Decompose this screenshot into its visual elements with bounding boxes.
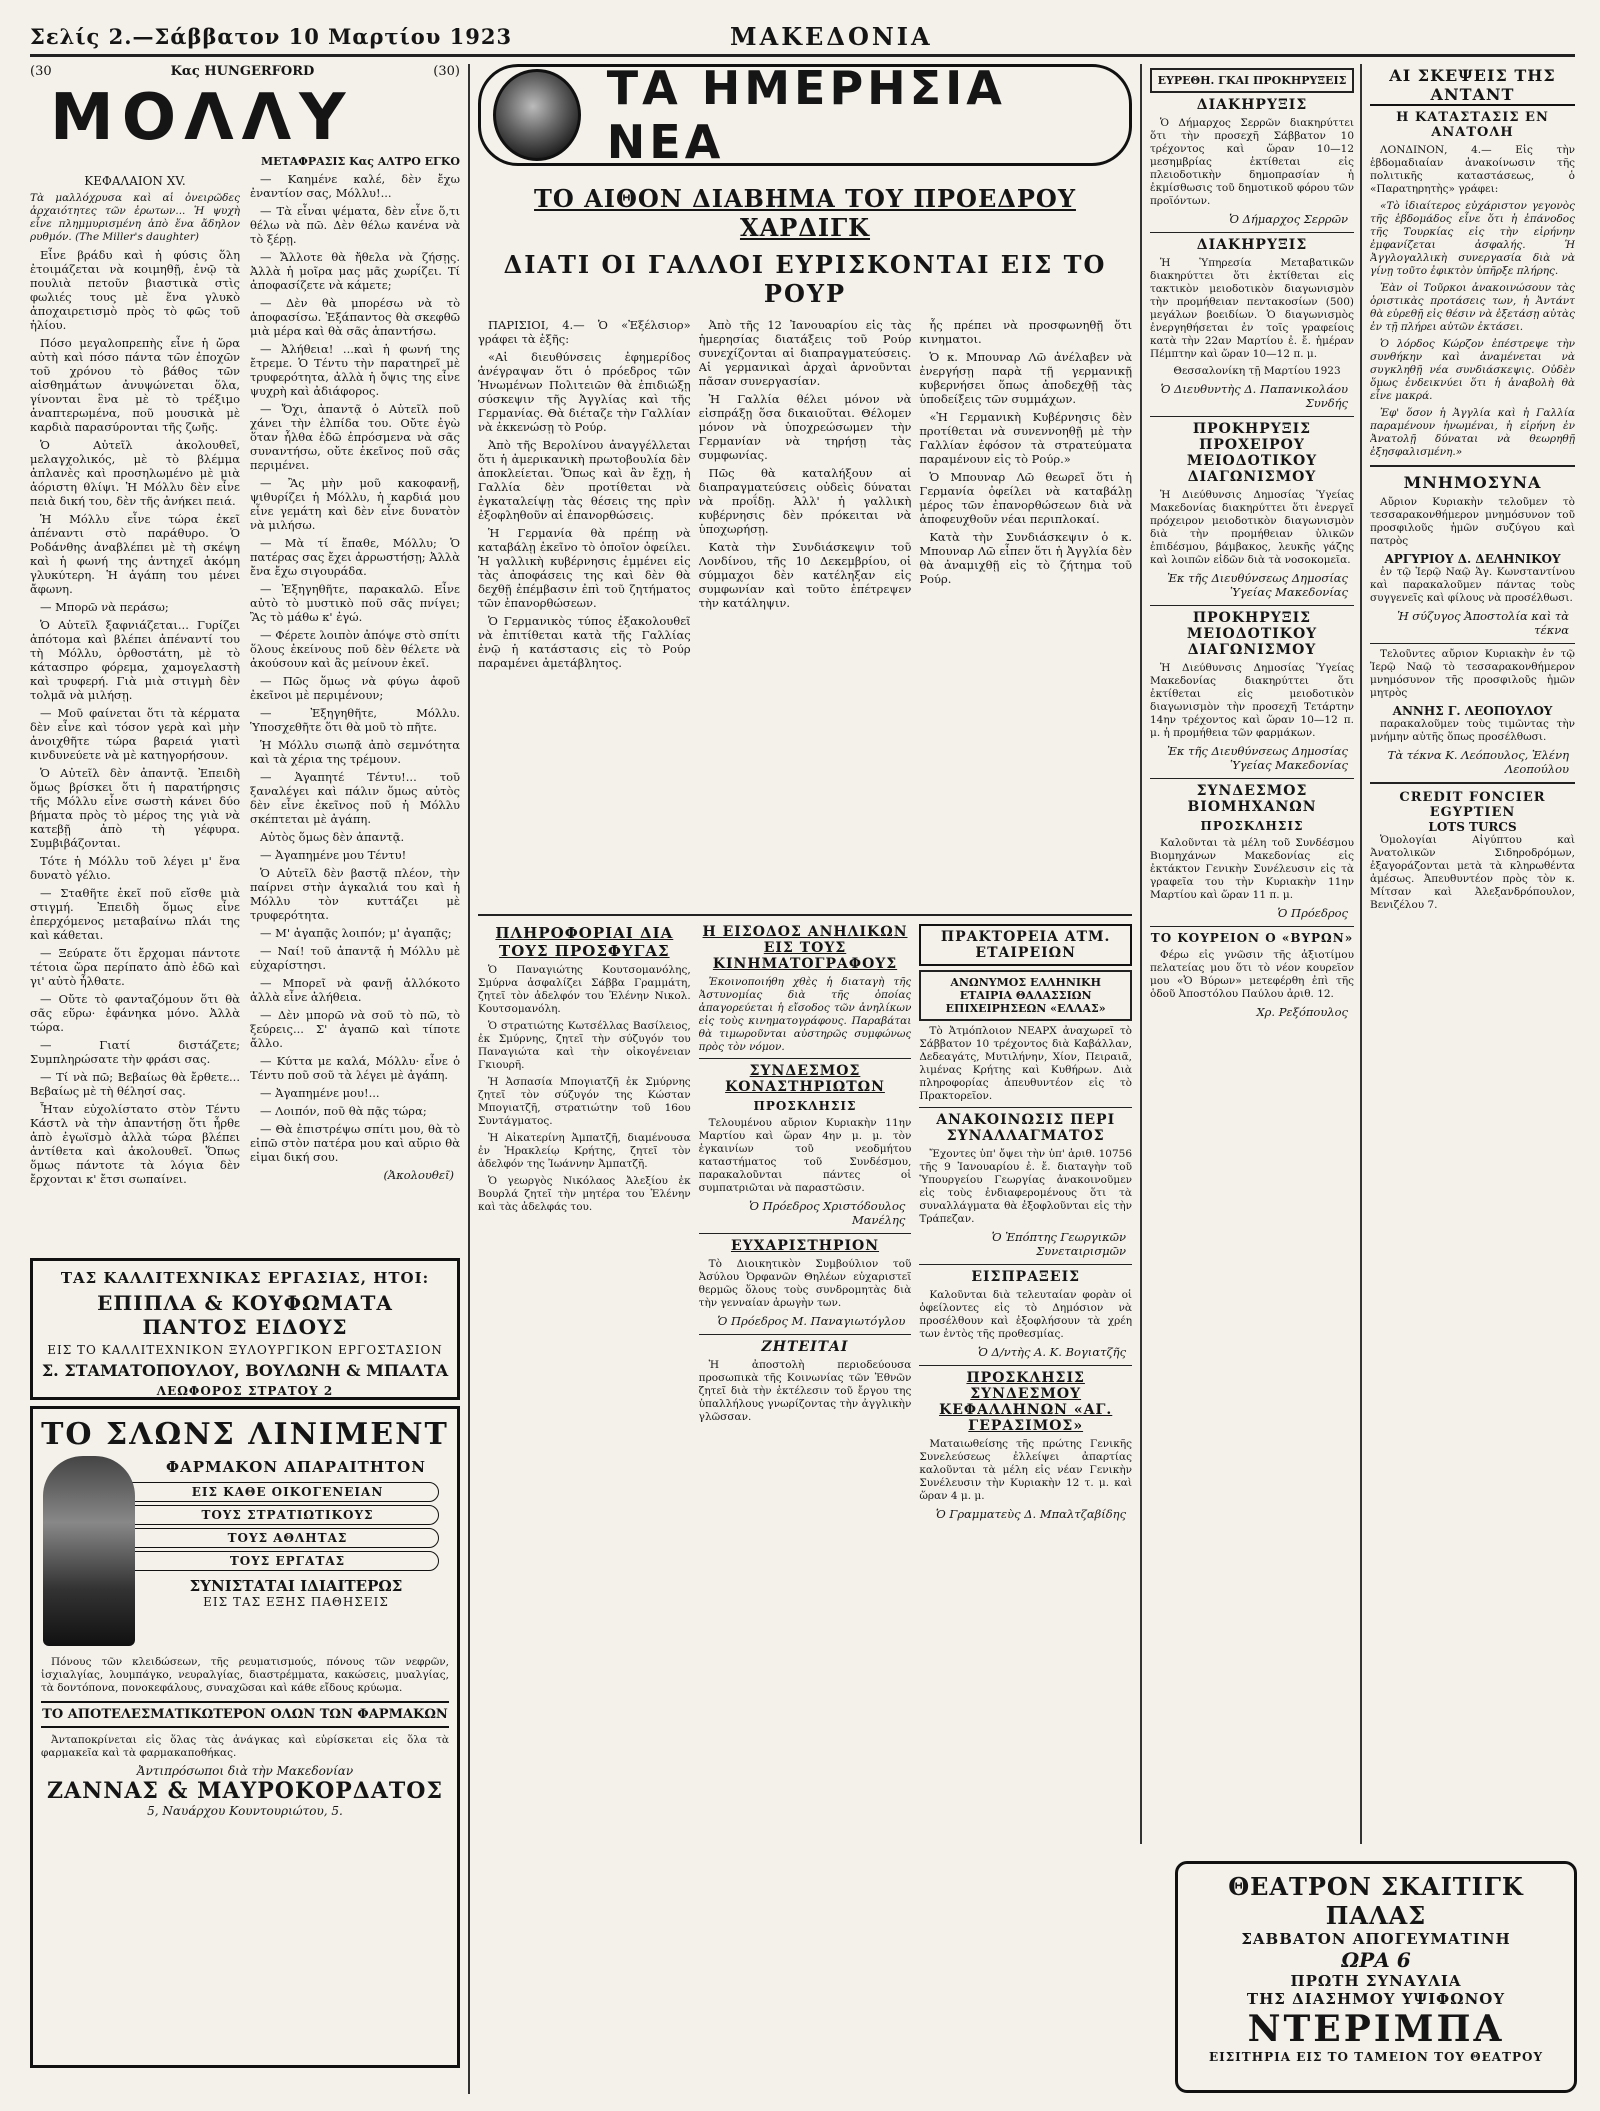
obituary-1-name: ΑΡΓΥΡΙΟΥ Δ. ΔΕΛΗΝΙΚΟΥ — [1384, 552, 1561, 566]
liniment-ad-body: Πόνους τῶν κλειδώσεων, τῆς ρευματισμούς, πόνους τῶν νεφρῶν, ἰσχιαλγίας, λουμπάγκο, νευραλγίας, διαστρέμματα, κακώσεις, μυαλγίας, τὰ δοντόπονα, πονοκεφάλους, συναχῶσαι καὶ κάθε εἴδους κρύωμα. — [41, 1656, 449, 1694]
serial-paragraph: — Μ' ἀγαπᾷς λοιπόν; μ' ἀγαπᾷς; — [260, 926, 452, 940]
declaration-1-signature: Ὁ Δήμαρχος Σερρῶν — [1229, 212, 1348, 226]
liniment-ad-pill: ΤΟΥΣ ΕΡΓΑΤΑΣ — [51, 1551, 439, 1571]
invite-title: ΠΡΟΣΚΛΗΣΙΣ ΣΥΝΔΕΣΜΟΥ ΚΕΦΑΛΛΗΝΩΝ «ΑΓ. ΓΕΡΑΣΙΜΟΣ» — [939, 1370, 1113, 1434]
news-paragraph: Κατὰ τὴν Συνδιάσκεψιν τοῦ Λονδίνου, τῆς 10 Δεκεμβρίου, οἱ σύμμαχοι δὲν κατέληξαν εἰς συμφωνίαν καὶ τοῦτο ἐπέτρεψεν τὴν κατάληψιν. — [698, 540, 912, 610]
allies-subtitle: Η ΚΑΤΑΣΤΑΣΙΣ ΕΝ ΑΝΑΤΟΛΗ — [1396, 110, 1549, 140]
serial-paragraph: Ἡ Μόλλυ σιωπᾷ ἀπὸ σεμνότητα καὶ τὰ χέρια της τρέμουν. — [250, 738, 460, 766]
serial-number-left: (30 — [30, 64, 52, 79]
daily-news-title: ΤΑ ΗΜΕΡΗΣΙΑ ΝΕΑ — [606, 64, 1006, 169]
refugees-notices — [478, 922, 691, 1864]
liniment-ad-recommend: ΣΥΝΙΣΤΑΤΑΙ ΙΔΙΑΙΤΕΡΩΣ — [189, 1577, 403, 1595]
serial-paragraph: — Φέρετε λοιπὸν ἀπόψε στὸ σπίτι ὅλους ἐκείνους ποῦ δὲν θέλετε νὰ ἀκούσουν καὶ ἂς μείνουν ἐκεῖ. — [250, 628, 460, 670]
liniment-ad-pill: ΕΙΣ ΚΑΘΕ ΟΙΚΟΓΕΝΕΙΑΝ — [51, 1482, 439, 1502]
serial-paragraph: — Δὲν μπορῶ νὰ σοῦ τὸ πῶ, τὸ ξεύρεις... Σ' ἀγαπῶ καὶ τίποτε ἄλλο. — [250, 1008, 460, 1050]
liniment-ad-note: Ἀνταποκρίνεται εἰς ὅλας τὰς ἀνάγκας καὶ εὑρίσκεται εἰς ὅλα τὰ φαρμακεῖα καὶ τὰ φαρμακαποθήκας. — [41, 1734, 449, 1759]
serial-paragraph: Ὁ Αὐτεῖλ ξαφνιάζεται... Γυρίζει ἀπότομα καὶ βλέπει ἀπέναντί του τὴ Μόλλυ, ὁρθοστάτη, μὲ τὸ κάτασπρο φόρεμα, χαμογελαστὴ καὶ τρυφερή. Γιὰ μιὰ στιγμὴ δὲν τολμᾶ νὰ μιλήσῃ. — [30, 618, 240, 702]
barber-title: ΤΟ ΚΟΥΡΕΙΟΝ Ο «ΒΥΡΩΝ» — [1150, 931, 1354, 945]
liniment-ad-recommend-2: ΕΙΣ ΤΑΣ ΕΞΗΣ ΠΑΘΗΣΕΙΣ — [203, 1595, 389, 1609]
column-divider — [468, 64, 470, 2094]
serial-paragraph: — Ναί! τοῦ ἀπαντᾷ ἡ Μόλλυ μὲ εὐχαρίστησι. — [250, 944, 460, 972]
serial-paragraph: — Τί νὰ πῶ; Βεβαίως θὰ ἔρθετε... Βεβαίως μὲ τὴ θέλησί σας. — [30, 1070, 240, 1098]
news-subheadline: ΔΙΑΤΙ ΟΙ ΓΑΛΛΟΙ ΕΥΡΙΣΚΟΝΤΑΙ ΕΙΣ ΤΟ ΡΟΥΡ — [503, 250, 1107, 308]
serial-paragraph: — Ἄλλοτε θὰ ἤθελα νὰ ζήσῃς. Ἀλλὰ ἡ μοῖρα μας μᾶς χωρίζει. Τί ἀποφασίζετε νὰ κάμετε; — [250, 250, 460, 292]
column-divider — [1140, 64, 1142, 1844]
serial-paragraph: — Ἀλήθεια! ...καὶ ἡ φωνή της ἔτρεμε. Ὁ Τέντυ τὴν παρατηρεῖ μὲ τρυφερότητα, ἀλλὰ ἡ ὄψις της εἶνε ψυχρὴ καὶ ἀδιάφορος. — [250, 342, 460, 398]
serial-paragraph: — Ἂς μὴν μοῦ κακοφανῇ, ψιθυρίζει ἡ Μόλλυ, ἡ καρδιά μου εἶνε γεμάτη καὶ δὲν εἶνε δυνατὸν νὰ μιλήσω. — [250, 476, 460, 532]
serial-paragraph: — Ἐξηγηθῆτε, παρακαλῶ. Εἶνε αὐτὸ τὸ μυστικὸ ποῦ σᾶς πνίγει; Ἂς τὸ μάθω κ' ἐγώ. — [250, 582, 460, 624]
newspaper-name: ΜΑΚΕΔΟΝΙΑ — [730, 22, 933, 51]
agency-title: ΠΡΑΚΤΟΡΕΙΑ ΑΤΜ. ΕΤΑΙΡΕΙΩΝ — [919, 924, 1132, 966]
obituary-2-rest: παρακαλοῦμεν τοὺς τιμῶντας τὴν μνήμην αὐτῆς ὅπως προσέλθωσι. — [1370, 718, 1575, 743]
thanks-body: Τὸ Διοικητικὸν Συμβούλιον τοῦ Ἀσύλου Ὀρφανῶν Θηλέων εὐχαριστεῖ θερμῶς ὅλους τοὺς συνδρομητὰς διὰ τὴν γενναίαν ἀρωγὴν των. — [698, 1258, 912, 1309]
serial-paragraph: Ὁ Αὐτεῖλ δὲν βαστᾷ πλέον, τὴν παίρνει στὴν ἀγκαλιά του καὶ ἡ Μόλλυ τὸν κυττάζει μὲ τρυφερότητα. — [250, 866, 460, 922]
announce-body: Ἔχοντες ὑπ' ὄψει τὴν ὑπ' ἀριθ. 10756 τῆς 9 Ἰανουαρίου ἐ. ἔ. διαταγὴν τοῦ Ὑπουργείου Γεωργίας ἀνακοινοῦμεν εἰς τοὺς ἐνδιαφερομένους ὅτι τὰ συναλλάγματα θὰ ἐξοφλοῦνται εἰς τὴν Τράπεζαν. — [919, 1148, 1132, 1225]
serial-paragraph: — Μὰ τί ἔπαθε, Μόλλυ; Ὁ πατέρας σας ἔχει ἀρρωστήσῃ; Ἀλλὰ ἔνα ἔχω σιγουράδα. — [250, 536, 460, 578]
announcements-title: ΕΥΡΕΘΗ. ΓΚΑΙ ΠΡΟΚΗΡΥΞΕΙΣ — [1150, 68, 1354, 93]
theatre-ad — [1175, 1861, 1577, 2093]
declaration-2-body: Ἡ Ὑπηρεσία Μεταβατικῶν διακηρύττει ὅτι ἐκτίθεται εἰς τακτικὸν μειοδοτικὸν διαγωνισμὸν τὴν προμήθειαν πεντακοσίων (500) μεγάλων βοειδίων. Ὁ διαγωνισμὸς ἐνεργηθήσεται ἐν τοῖς γραφείοις κατὰ τὴν 22αν Μαρτίου ἐ. ἔ. ἡμέραν Πέμπτην καὶ ὥραν 10—12 π. μ. — [1150, 257, 1354, 360]
wanted-title: ΖΗΤΕΙΤΑΙ — [761, 1339, 849, 1355]
news-paragraph: «Αἱ διευθύνσεις ἐφημερίδος ἀνέγραψαν ὅτι ὁ πρόεδρος τῶν Ἡνωμένων Πολιτειῶν θὰ ἐπιδιώξῃ σύσκεψιν τῆς Ἀγγλίας καὶ τῆς Γερμανίας. Θὰ διέταζε τὴν Γαλλίαν νὰ ἐκκενώσῃ τὸ Ρούρ. — [478, 350, 691, 434]
tender-2-title: ΠΡΟΚΗΡΥΞΙΣ ΜΕΙΟΔΟΤΙΚΟΥ ΔΙΑΓΩΝΙΣΜΟΥ — [1186, 610, 1318, 658]
news-paragraph: Ὁ Μπουναρ Λῶ θεωρεῖ ὅτι ἡ Γερμανία ὀφείλει νὰ καταβάλῃ μέρος τῶν ἐπανορθώσεων διὰ νὰ ἀποφευχθοῦν νέαι περιπλοκαί. — [919, 470, 1132, 526]
serial-paragraph: — Κύττα με καλά, Μόλλυ· εἶνε ὁ Τέντυ ποῦ σοῦ τὰ λέγει μὲ ἀγάπη. — [250, 1054, 460, 1082]
serial-paragraph: — Σταθῆτε ἐκεῖ ποῦ εἴσθε μιὰ στιγμή. Ἐπειδὴ ὅμως εἶνε ἐπερχόμενος μεταβαίνω πλάι της καὶ κάθεται. — [30, 886, 240, 942]
liniment-ad — [30, 1406, 460, 2068]
serial-translator: ΜΕΤΑΦΡΑΣΙΣ Κας ΑΛΤΡΟ ΕΓΚΟ — [260, 155, 460, 168]
refugee-notice: Ἡ Αἰκατερίνη Ἀμπατζῆ, διαμένουσα ἐν Ἡρακλείῳ Κρήτης, ζητεῖ τὸν ἀδελφόν της Ἰωάννην Ἀμπατζῆ. — [478, 1132, 691, 1170]
news-paragraph: Ἀπὸ τῆς Βερολίνου ἀναγγέλλεται ὅτι ἡ ἀμερικανικὴ πρωτοβουλία δὲν ἀποκλείεται. Ὅπως καὶ ἂν ἔχῃ, ἡ Γαλλία δὲν προτίθεται νὰ ἐγκαταλείψῃ τὰς θέσεις της πρὶν ἐξοφληθοῦν αἱ ἐπανορθώσεις. — [478, 438, 691, 522]
serial-paragraph: — Πῶς ὅμως νὰ φύγω ἀφοῦ ἐκεῖνοι μὲ περιμένουν; — [250, 674, 460, 702]
daily-news-banner — [478, 64, 1132, 169]
obituary-1-body: Αὔριον Κυριακὴν τελοῦμεν τὸ τεσσαρακονθήμερον μνημόσυνον τοῦ προσφιλοῦς ἡμῶν συζύγου καὶ πατρὸς — [1370, 496, 1575, 547]
serial-paragraph: — Λοιπόν, ποῦ θὰ πᾷς τώρα; — [260, 1104, 427, 1118]
serial-paragraph: — Μπορεῖ νὰ φανῇ ἀλλόκοτο ἀλλὰ εἶνε ἀλήθεια. — [250, 976, 460, 1004]
column-divider — [1360, 64, 1362, 1844]
declaration-1-title: ΔΙΑΚΗΡΥΞΙΣ — [1196, 97, 1308, 113]
declaration-2-date: Θεσσαλονίκη τῇ Μαρτίου 1923 — [1173, 365, 1341, 377]
woman-with-bottle-illustration — [43, 1456, 135, 1646]
theatre-ad-performer: ΝΤΕΡΙΜΠΑ — [1247, 2008, 1505, 2050]
declaration-2-title: ΔΙΑΚΗΡΥΞΙΣ — [1196, 237, 1308, 253]
serial-paragraph: — Ἐξηγηθῆτε, Μόλλυ. Ὑποσχεθῆτε ὅτι θὰ μοῦ τὸ πῆτε. — [250, 706, 460, 734]
news-column — [478, 64, 1132, 1864]
credit-body: Ὁμολογίαι Αἰγύπτου καὶ Ἀνατολικῶν Σιδηροδρόμων, ἐξαγοράζονται μετὰ τὰ κληρωθέντα ἀμέσως. Ἀπευθυντέον πρὸς τὸν κ. Μίτσαν καὶ Ἀλεξανδρόπουλον, Βενιζέλου 7. — [1370, 834, 1575, 911]
obituaries-title: ΜΝΗΜΟΣΥΝΑ — [1403, 473, 1542, 492]
industry-union-subtitle: ΠΡΟΣΚΛΗΣΙΣ — [1200, 819, 1304, 833]
serial-paragraph: — Ἀγαπημένε μου!... — [260, 1086, 380, 1100]
serial-paragraph: Τότε ἡ Μόλλυ τοῦ λέγει μ' ἕνα δυνατὸ γέλιο. — [30, 854, 240, 882]
workshop-ad-address: ΛΕΩΦΟΡΟΣ ΣΤΡΑΤΟΥ 2 — [156, 1384, 334, 1398]
obituary-2-body: Τελοῦντες αὔριον Κυριακὴν ἐν τῷ Ἱερῷ Ναῷ τὸ τεσσαρακονθήμερον μνημόσυνον τῆς προσφιλοῦς ἡμῶν μητρὸς — [1370, 648, 1575, 699]
chapter-epigraph: Τὰ μαλλόχρυσα καὶ αἱ ὀνειρῶδες ἀρχαιότητες τῶν ἐρωτων... Ἡ ψυχὴ εἶνε πλημμυρισμένη ἀπὸ ἕνα ἄδηλον ρυθμόν. (The Miller's daughter) — [30, 192, 240, 243]
barber-signature: Χρ. Ρεξόπουλος — [1256, 1005, 1348, 1019]
serial-paragraph: — Οὔτε τὸ φανταζόμουν ὅτι θὰ σᾶς εὕρω· ἐφάνηκα μόνο. Ἀλλὰ τώρα. — [30, 992, 240, 1034]
refugee-notice: Ὁ γεωργὸς Νικόλαος Ἀλεξίου ἐκ Βουρλά ζητεῖ τὴν μητέρα του Ἐλένην καὶ τὰς ἀδελφάς του. — [478, 1175, 691, 1213]
tender-2-signature: Ἐκ τῆς Διευθύνσεως Δημοσίας Ὑγείας Μακεδονίας — [1167, 744, 1348, 772]
agency-box: ΑΝΩΝΥΜΟΣ ΕΛΛΗΝΙΚΗ ΕΤΑΙΡΙΑ ΘΑΛΑΣΣΙΩΝ ΕΠΙΧΕΙΡΗΣΕΩΝ «ΕΛΛΑΣ» — [919, 970, 1132, 1021]
industry-union-body: Καλοῦνται τὰ μέλη τοῦ Συνδέσμου Βιομηχάνων Μακεδονίας εἰς ἐκτάκτον Γενικὴν Συνέλευσιν εἰς τὰ γραφεῖα του τὴν Κυριακὴν 11ην Μαρτίου καὶ ὥραν 11 π. μ. — [1150, 837, 1354, 901]
workshop-ad-title: ΤΑΣ ΚΑΛΛΙΤΕΧΝΙΚΑΣ ΕΡΓΑΣΙΑΣ, ΗΤΟΙ: — [60, 1269, 430, 1287]
news-paragraph: Πῶς θὰ καταλήξουν αἱ διαπραγματεύσεις οὐδεὶς δύναται νὰ προΐδῃ. Ἀλλ' ἡ γαλλικὴ κυβέρνησις δὲν πρόκειται νὰ ὑποχωρήσῃ. — [698, 466, 912, 536]
credit-title: CREDIT FONCIER EGYPTIEN — [1399, 790, 1546, 820]
allies-paragraph: ΛΟΝΔΙΝΟΝ, 4.— Εἰς τὴν ἑβδομαδιαίαν ἀνακοίνωσιν τῆς πολιτικῆς καταστάσεως, ὁ «Παρατηρητὴς» γράφει: — [1370, 144, 1575, 195]
serial-paragraph: — Ἀγαπημένε μου Τέντυ! — [260, 848, 407, 862]
serial-paragraph: — Μοῦ φαίνεται ὅτι τὰ κέρματα δὲν εἶνε καὶ τόσον γερὰ καὶ μὴν ἀνοιχθῆτε τώρα βαρειά γιατὶ κινδυνεύετε νὰ μὲ κατηγορήσουν. — [30, 706, 240, 762]
announce-title: ΑΝΑΚΟΙΝΩΣΙΣ ΠΕΡΙ ΣΥΝΑΛΛΑΓΜΑΤΟΣ — [936, 1112, 1116, 1144]
tender-1-signature: Ἐκ τῆς Διευθύνσεως Δημοσίας Ὑγείας Μακεδονίας — [1167, 571, 1348, 599]
serial-paragraph: Ἦταν εὐχολίστατο στὸν Τέντυ Κάστλ νὰ τὴν ἀπαντήσῃ ὅτι ἦρθε ἀπὸ ἐγωϊσμὸ ἀλλὰ τώρα βλέπει ἀντίθετα καὶ ἀκολουθεῖ. Ὅπως ὅμως πάντοτε τὰ λόγια δὲν ἔρχονται κ' ἔτσι σωπαίνει. — [30, 1102, 240, 1186]
news-paragraph: Ὁ κ. Μπουναρ Λῶ ἀνέλαβεν νὰ ἐνεργήσῃ παρὰ τῇ γερμανικῇ κυβερνήσει ὅπως ἀποδεχθῇ τὰς ὑποδείξεις τῶν συμμάχων. — [919, 350, 1132, 406]
news-paragraph: ΠΑΡΙΣΙΟΙ, 4.— Ὁ «Ἐξέλσιορ» γράφει τὰ ἑξῆς: — [478, 318, 691, 346]
serial-continued: (Ἀκολουθεῖ) — [383, 1168, 454, 1182]
serial-paragraph: Ὁ Αὐτεῖλ δὲν ἀπαντᾷ. Ἐπειδὴ ὅμως βρίσκει ὅτι ἡ παρατήρησις τῆς Μόλλυ εἶνε σωστὴ κάνει δύο βήματα πρὸς τὸ μέρος της γιὰ νὰ κατεβῇ ἀπὸ τὴ γέφυρα. Συμβιβάζονται. — [30, 766, 240, 850]
serial-author: Κας HUNGERFORD — [170, 64, 315, 79]
liniment-ad-best: ΤΟ ΑΠΟΤΕΛΕΣΜΑΤΙΚΩΤΕΡΟΝ ΟΛΩΝ ΤΩΝ ΦΑΡΜΑΚΩΝ — [41, 1701, 449, 1728]
union-subtitle: ΠΡΟΣΚΛΗΣΙΣ — [753, 1099, 857, 1113]
collections-title: ΕΙΣΠΡΑΞΕΙΣ — [971, 1269, 1081, 1285]
serial-paragraph: Ἡ Μόλλυ εἶνε τώρα ἐκεῖ ἀπέναντι στὸ παράθυρο. Ὁ Ροδάνθης ἀναβλέπει μὲ τὴ σκέψη καὶ ἡ φωνή της ἀντηχεῖ ἀκόμη γλυκύτερη. Ἡ ἀγάπη του μένει ἄφωνη. — [30, 512, 240, 596]
cinema-and-union-notices — [699, 922, 912, 1864]
news-paragraph: Ἡ Γερμανία θὰ πρέπῃ νὰ καταβάλῃ ἐκεῖνο τὸ ὁποῖον ὀφείλει. Ἡ γαλλικὴ κυβέρνησις ἐμμένει εἰς τὰς ἀποφάσεις της καὶ δὲν θὰ δεχθῇ ἐπέμβασιν ἐπὶ τοῦ ζητήματος τῶν ἐπανορθώσεων. — [478, 526, 691, 610]
obituary-2-signature: Τὰ τέκνα Κ. Λεόπουλος, Ἑλένη Λεοπούλου — [1387, 748, 1569, 776]
allies-paragraph: «Τὸ ἰδιαίτερος εὐχάριστον γεγονὸς τῆς ἑβδομάδος εἶνε ὅτι ἡ ἐπάνοδος τῆς Τουρκίας εἰς τὴν εἰρήνην ἐμφανίζεται ἀσφαλής. Ἡ Ἀγγλογαλλικὴ συνεργασία διὰ νὰ γίνῃ τοῦτο ἐφικτὸν ὑπῆρξε πλήρης. — [1370, 200, 1575, 277]
serial-paragraph: — Τὰ εἶναι ψέματα, δὲν εἶνε ὅ,τι θέλω νὰ πῶ. Δὲν θέλω κανένα νὰ τὸ ξέρῃ. — [250, 204, 460, 246]
liniment-ad-title: ΤΟ ΣΛΩΝΣ ΛΙΝΙΜΕΝΤ — [41, 1417, 449, 1452]
refugee-notice: Ὁ στρατιώτης Κωτσέλλας Βασίλειος, ἐκ Σμύρνης, ζητεῖ τὴν σύζυγόν του Παναγιώτα καὶ τὴν οἰκογένειαν Γκιουρῆ. — [478, 1020, 691, 1071]
liniment-ad-pill: ΤΟΥΣ ΣΤΡΑΤΙΩΤΙΚΟΥΣ — [51, 1505, 439, 1525]
issue-date: Σελίς 2.—Σάββατον 10 Μαρτίου 1923 — [30, 24, 513, 49]
serial-paragraph: — Ξεύρατε ὅτι ἔρχομαι πάντοτε τέτοια ὥρα περίπατο ἀπὸ ἐδῶ καὶ γι' αὐτὸ ἦλθατε. — [30, 946, 240, 988]
news-headline: ΤΟ ΑΙΘΟΝ ΔΙΑΒΗΜΑ ΤΟΥ ΠΡΟΕΔΡΟΥ ΧΑΡΔΙΓΚ — [534, 184, 1076, 242]
industry-union-title: ΣΥΝΔΕΣΜΟΣ ΒΙΟΜΗΧΑΝΩΝ — [1187, 783, 1317, 815]
barber-body: Φέρω εἰς γνῶσιν τῆς ἀξιοτίμου πελατείας μου ὅτι τὸ νέον κουρεῖον μου «Ὁ Βύρων» μετεφέρθη ἐπὶ τῆς ὁδοῦ Ἀποστόλου Παύλου ἀριθ. 12. — [1150, 949, 1354, 1000]
news-paragraph: Ἀπὸ τῆς 12 Ἰανουαρίου εἰς τὰς ἡμερησίας διατάξεις τοῦ Ρούρ συνεχίζονται αἱ διαπραγματεύσεις. Αἱ γερμανικαὶ ἀρχαὶ ἀρνοῦνται πᾶσαν συνεργασίαν. — [698, 318, 912, 388]
allies-paragraph: Ἐὰν οἱ Τοῦρκοι ἀνακοινώσουν τὰς ὁριστικὰς προτάσεις των, ἡ Ἀντάντ θὰ εὑρεθῇ εἰς θέσιν νὰ ἐξετάσῃ αὐτὰς ἐν τῇ πλήρει αὐτῶν ἐκτάσει. — [1370, 282, 1575, 333]
thanks-title: ΕΥΧΑΡΙΣΤΗΡΙΟΝ — [730, 1238, 880, 1254]
shipping-and-misc-notices — [919, 922, 1132, 1864]
serial-column — [30, 64, 460, 2094]
serial-paragraph: Πόσο μεγαλοπρεπὴς εἶνε ἡ ὥρα αὐτὴ καὶ πόσο πάντα τῶν ἐποχῶν τοῦ χρόνου τὸ βάθος τῶν αἰσθημάτων ἀνυψώνεται ὅλα, γίνονται ἓνα μὲ τὸ τρέξιμο ἀναπτερωμένα, ποῦ μουσικὰ μὲ καρδιὰ παρασύρονται τῆς ζωῆς. — [30, 336, 240, 434]
theatre-ad-title: ΘΕΑΤΡΟΝ ΣΚΑΙΤΙΓΚ ΠΑΛΑΣ — [1228, 1872, 1524, 1930]
declaration-2-signature: Ὁ Διευθυντὴς Δ. Παπανικολάου Συνδής — [1160, 382, 1348, 410]
serial-paragraph: — Γιατί διστάζετε; Συμπληρώσατε τὴν φράσι σας. — [30, 1038, 240, 1066]
agency-body: Τὸ Ἀτμόπλοιον ΝΕΑΡΧ ἀναχωρεῖ τὸ Σάββατον 10 τρέχοντος διὰ Καβάλλαν, Δεδεαγάτς, Μυτιλήνην, Χίον, Πειραιᾶ, λιμένας Κρήτης καὶ Κυθήρων. Διὰ πληροφορίας ἀπευθυντέον εἰς τὸ Πρακτορεῖον. — [919, 1025, 1132, 1102]
news-paragraph: Κατὰ τὴν Συνδιάσκεψιν ὁ κ. Μπουναρ Λῶ εἶπεν ὅτι ἡ Ἀγγλία δὲν θὰ ἀναμιχθῇ εἰς τὸ ζήτημα τοῦ Ρούρ. — [919, 530, 1132, 586]
workshop-ad — [30, 1258, 460, 1400]
serial-paragraph: — Μπορῶ νὰ περάσω; — [40, 600, 169, 614]
cinema-title: Η ΕΙΣΟΔΟΣ ΑΝΗΛΙΚΩΝ ΕΙΣ ΤΟΥΣ ΚΙΝΗΜΑΤΟΓΡΑΦΟΥΣ — [702, 924, 908, 972]
tender-1-body: Ἡ Διεύθυνσις Δημοσίας Ὑγείας Μακεδονίας διακηρύττει ὅτι ἐνεργεῖ πρόχειρον μειοδοτικὸν διαγωνισμὸν διὰ τὴν προμήθειαν ὑλικῶν ἐπιδέσμου, βάμβακος, λευκῆς γάζης καὶ λοιπῶν εἰδῶν διὰ τὰ νοσοκομεῖα. — [1150, 489, 1354, 566]
liniment-ad-subtitle: ΦΑΡΜΑΚΟΝ ΑΠΑΡΑΙΤΗΤΟΝ — [166, 1458, 426, 1476]
allies-paragraph: Ἐφ' ὅσον ἡ Ἀγγλία καὶ ἡ Γαλλία παραμένουν ἡνωμέναι, ἡ εἰρήνη ἐν Ἀνατολῇ δύναται νὰ θεωρηθῇ ἐξησφαλισμένη.» — [1370, 407, 1575, 458]
refugee-notice: Ἡ Ἀσπασία Μπογιατζῆ ἐκ Σμύρνης ζητεῖ τὸν σύζυγόν της Κώσταν Μπογιατζῆ, στρατιώτην τοῦ 16ου Συντάγματος. — [478, 1076, 691, 1127]
liniment-ad-agents: ΖΑΝΝΑΣ & ΜΑΥΡΟΚΟΡΔΑΤΟΣ — [46, 1778, 444, 1804]
news-paragraph: Ἡ Γαλλία θέλει μόνον νὰ εἰσπράξῃ ὅσα δικαιοῦται. Θέλομεν μόνον νὰ ὑποχρεώσωμεν τὴν Γερμανίαν νὰ τηρήσῃ τὰς συμφωνίας. — [698, 392, 912, 462]
announcements-column — [1150, 64, 1354, 1844]
union-title: ΣΥΝΔΕΣΜΟΣ ΚΟΝΑΣΤΗΡΙΩΤΩΝ — [725, 1063, 885, 1095]
workshop-ad-factory: ΕΙΣ ΤΟ ΚΑΛΛΙΤΕΧΝΙΚΟΝ ΞΥΛΟΥΡΓΙΚΟΝ ΕΡΓΟΣΤΑΣΙΟΝ — [47, 1343, 443, 1357]
serial-paragraph: — Ἀγαπητέ Τέντυ!... τοῦ ξαναλέγει καὶ πάλιν ὅμως αὐτὸς δὲν εἶνε ἐκεῖνος ποῦ ἡ Μόλλυ σκέπτεται μὲ ἀγάπη. — [250, 770, 460, 826]
obituary-1-signature: Ἡ σύζυγος Ἀποστολία καὶ τὰ τέκνα — [1397, 609, 1569, 637]
invite-signature: Ὁ Γραμματεὺς Δ. Μπαλτζαβίδης — [935, 1507, 1127, 1521]
liniment-ad-address: 5, Ναυάρχου Κουντουριώτου, 5. — [147, 1804, 343, 1818]
credit-subtitle: LOTS TURCS — [1428, 820, 1517, 834]
wanted-body: Ἡ ἀποστολὴ περιοδεύουσα προσωπικὰ τῆς Κοινωνίας τῶν Ἐθνῶν ζητεῖ διὰ τὴν ἐκτέλεσιν τοῦ ἔργου της ὑπαλλήλους γνωρίζοντας τὴν ἀγγλικὴν γλῶσσαν. — [698, 1359, 912, 1423]
serial-number-right: (30) — [433, 64, 460, 79]
obituary-2-name: ΑΝΝΗΣ Γ. ΛΕΟΠΟΥΛΟΥ — [1392, 704, 1553, 718]
union-signature: Ὁ Πρόεδρος Χριστόδουλος Μανέλης — [749, 1199, 906, 1227]
workshop-ad-owners: Σ. ΣΤΑΜΑΤΟΠΟΥΛΟΥ, ΒΟΥΛΩΝΗ & ΜΠΑΛΤΑ — [41, 1361, 449, 1380]
head-emblem-icon — [493, 69, 581, 161]
industry-union-signature: Ὁ Πρόεδρος — [1277, 906, 1348, 920]
tender-2-body: Ἡ Διεύθυνσις Δημοσίας Ὑγείας Μακεδονίας διακηρύττει ὅτι ἐκτίθεται εἰς μειοδοτικὸν διαγωνισμὸν τὴν προσεχῆ Τετάρτην 14ην τρέχοντος καὶ ὥραν 10—12 π. μ. ἡ προμήθεια τῶν φαρμάκων. — [1150, 662, 1354, 739]
declaration-1-body: Ὁ Δήμαρχος Σερρῶν διακηρύττει ὅτι τὴν προσεχῆ Σάββατον 10 τρέχοντος καὶ ὥραν 10—12 μεσημβρίας ἐκτίθεται εἰς πλειοδοτικὴν δημοπρασίαν ἡ ἐκμίσθωσις τοῦ δημοτικοῦ φόρου τῶν προϊόντων. — [1150, 117, 1354, 207]
theatre-ad-event: ΠΡΩΤΗ ΣΥΝΑΥΛΙΑ — [1290, 1972, 1462, 1990]
theatre-ad-performer-label: ΤΗΣ ΔΙΑΣΗΜΟΥ ΥΨΙΦΩΝΟΥ — [1246, 1990, 1506, 2008]
news-paragraph: «Ἡ Γερμανικὴ Κυβέρνησις δὲν προτίθεται νὰ συνεννοηθῇ μὲ τὴν Γαλλίαν ἐφόσον τὰ στρατεύματα παραμένουν εἰς τὸ Ρούρ.» — [919, 410, 1132, 466]
tender-1-title: ΠΡΟΚΗΡΥΞΙΣ ΠΡΟΧΕΙΡΟΥ ΜΕΙΟΔΟΤΙΚΟΥ ΔΙΑΓΩΝΙΣΜΟΥ — [1186, 421, 1318, 485]
chapter-heading: ΚΕΦΑΛΑΙΟΝ XV. — [84, 174, 186, 188]
workshop-ad-products: ΕΠΙΠΛΑ & ΚΟΥΦΩΜΑΤΑ ΠΑΝΤΟΣ ΕΙΔΟΥΣ — [97, 1291, 393, 1339]
cinema-body: Ἐκοινοποιήθη χθὲς ἡ διαταγὴ τῆς Ἀστυνομίας διὰ τῆς ὁποίας ἀπαγορεύεται ἡ εἴσοδος τῶν ἀνηλίκων εἰς τοὺς κινηματογράφους. Παραβάται θὰ τιμωροῦνται αὐστηρῶς συμφώνως πρὸς τὸν νόμον. — [698, 976, 912, 1053]
obituary-1-rest: ἐν τῷ Ἱερῷ Ναῷ Ἁγ. Κωνσταντίνου καὶ παρακαλοῦμεν πάντας τοὺς συγγενεῖς καὶ φίλους νὰ προσέλθωσι. — [1370, 566, 1575, 604]
collections-signature: Ὁ Δ/ντὴς Α. Κ. Βογιατζῆς — [977, 1345, 1127, 1359]
masthead — [30, 20, 1575, 57]
liniment-ad-pill: ΤΟΥΣ ΑΘΛΗΤΑΣ — [51, 1528, 439, 1548]
serial-paragraph: Ὁ Αὐτεῖλ ἀκολουθεῖ, μελαγχολικός, μὲ τὸ βλέμμα ἀπλανὲς καὶ προσηλωμένο μὲ μιὰ ἀόριστη θλίψι. Ἡ Μόλλυ δὲν εἶνε πειὰ δική του, δὲν τῆς ἀνήκει πειά. — [30, 438, 240, 508]
thanks-signature: Ὁ Πρόεδρος Μ. Παναγιωτόγλου — [717, 1314, 906, 1328]
serial-paragraph: — Ὄχι, ἀπαντᾷ ὁ Αὐτεῖλ ποῦ χάνει τὴν ἐλπίδα του. Οὔτε ἐγὼ ὅταν ἦλθα ἐδῶ ἐπρόσμενα νὰ σᾶς συναντήσω, οὔτε ἐκεῖνος ποῦ σᾶς περιμένει. — [250, 402, 460, 472]
news-paragraph: Ὁ Γερμανικὸς τύπος ἐξακολουθεῖ νὰ ἐπιτίθεται κατὰ τῆς Γαλλίας ἐνῷ ἡ κατάστασις εἰς τὸ Ρούρ παραμένει ἀμετάβλητος. — [478, 614, 691, 670]
allies-paragraph: Ὁ λόρδος Κώρζον ἐπέστρεψε τὴν συνθήκην καὶ ἀναμένεται νὰ συγκληθῇ νέα συνδιάσκεψις. Οὐδὲν ὅμως ἐνδεικνύει ὅτι ἡ ἀναβολὴ θὰ εἶνε μακρά. — [1370, 338, 1575, 402]
news-paragraph: ἧς πρέπει νὰ προσφωνηθῇ ὅτι κινηματοι. — [919, 318, 1132, 346]
serial-paragraph: — Καημένε καλέ, δὲν ἔχω ἐναντίον σας, Μόλλυ!... — [250, 172, 460, 200]
liniment-ad-agents-label: Ἀντιπρόσωποι διὰ τὴν Μακεδονίαν — [136, 1764, 354, 1778]
refugee-notice: Ὁ Παναγιώτης Κουτσομανόλης, Σμύρνα ἀσφαλίζει Σάββα Γραμμάτη, ζητεῖ τὸν ἀδελφόν του Ἐλένην Νικολ. Κουτσομανόλη. — [478, 964, 691, 1015]
theatre-ad-day: ΣΑΒΒΑΤΟΝ ΑΠΟΓΕΥΜΑΤΙΝΗ — [1241, 1930, 1511, 1948]
theatre-ad-tickets: ΕΙΣΙΤΗΡΙΑ ΕΙΣ ΤΟ ΤΑΜΕΙΟΝ ΤΟΥ ΘΕΑΤΡΟΥ — [1208, 2050, 1544, 2064]
allies-column — [1370, 64, 1575, 1844]
theatre-ad-time: ΩΡΑ 6 — [1341, 1948, 1411, 1972]
serial-paragraph: Αὐτὸς ὅμως δὲν ἀπαντᾷ. — [260, 830, 405, 844]
refugees-title: ΠΛΗΡΟΦΟΡΙΑΙ ΔΙΑ ΤΟΥΣ ΠΡΟΣΦΥΓΑΣ — [495, 924, 674, 960]
serial-paragraph: — Θὰ ἐπιστρέψω σπίτι μου, θὰ τὸ εἰπῶ στὸν πατέρα μου καὶ αὔριο θὰ εἰμαι δική σου. — [250, 1122, 460, 1164]
serial-title: ΜΟΛΛΥ — [50, 81, 354, 155]
allies-title: ΑΙ ΣΚΕΨΕΙΣ ΤΗΣ ΑΝΤΑΝΤ — [1370, 66, 1575, 106]
union-body: Τελουμένου αὔριον Κυριακὴν 11ην Μαρτίου καὶ ὥραν 4ην μ. μ. τὸν ἐγκαινίων τοῦ νεοδμήτου καταστήματος τοῦ Συνδέσμου, παρακαλοῦνται πάντες οἱ συμπατριῶται νὰ παραστῶσιν. — [698, 1117, 912, 1194]
invite-body: Ματαιωθείσης τῆς πρώτης Γενικῆς Συνελεύσεως ἐλλείψει ἀπαρτίας καλοῦνται τὰ μέλη εἰς νέαν Γενικὴν Συνέλευσιν τὴν Κυριακὴν 12 τ. μ. καὶ ὥραν 4 μ. μ. — [919, 1438, 1132, 1502]
serial-paragraph: — Δὲν θὰ μπορέσω νὰ τὸ ἀποφασίσω. Ἐξάπαντος θὰ σκεφθῶ μιὰ μέρα καὶ θὰ σᾶς ἀπαντήσω. — [250, 296, 460, 338]
announce-signature: Ὁ Ἐπόπτης Γεωργικῶν Συνεταιρισμῶν — [991, 1230, 1127, 1258]
collections-body: Καλοῦνται διὰ τελευταίαν φορὰν οἱ ὀφείλοντες εἰς τὸ Δημόσιον νὰ προσέλθουν καὶ ἐξοφλήσουν τὰ χρέη των ἐντὸς τῆς προθεσμίας. — [919, 1289, 1132, 1340]
serial-paragraph: Εἶνε βράδυ καὶ ἡ φύσις ὅλη ἐτοιμάζεται νὰ κοιμηθῇ, ἐνῷ τὰ πουλιὰ πετοῦν βιαστικὰ στὶς φωλιές τους μὲ ἕνα γλυκὸ ἀποχαιρετισμὸ πρὸς τὸ φῶς τοῦ ἡλίου. — [30, 248, 240, 332]
